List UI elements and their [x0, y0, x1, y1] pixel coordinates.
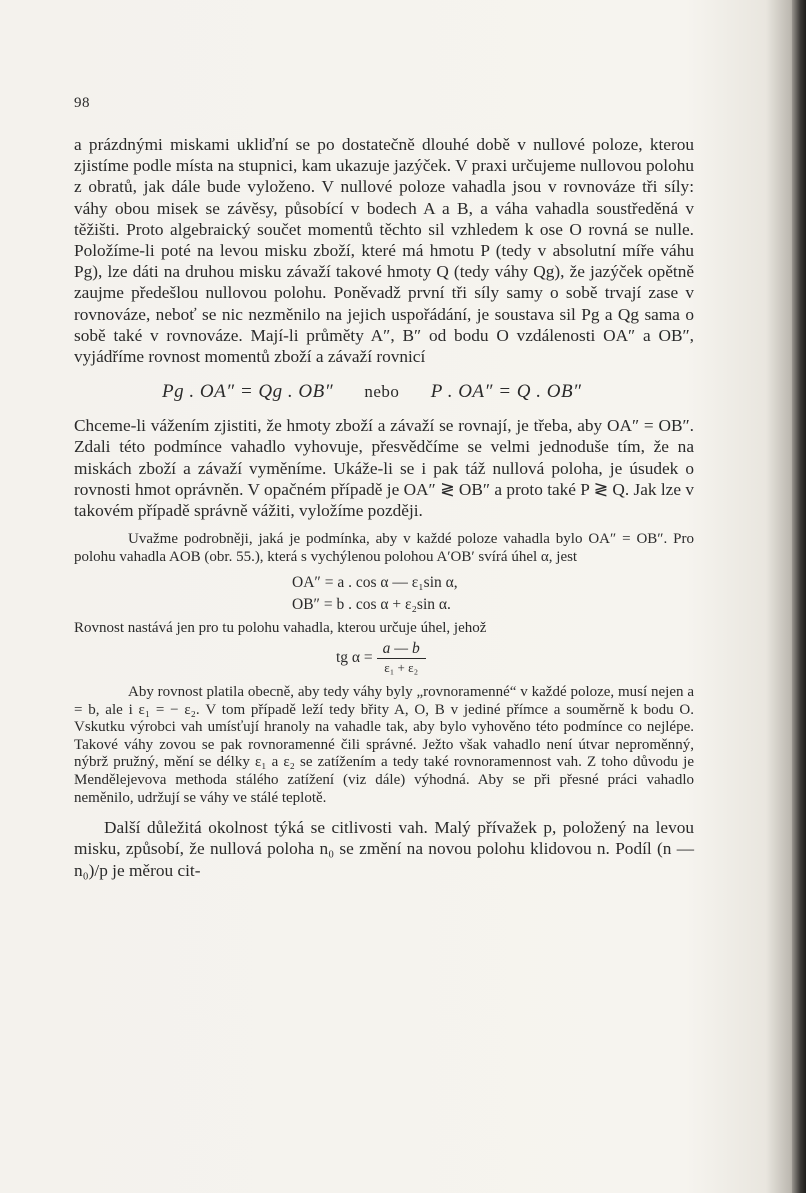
equation-conjunction: nebo	[364, 382, 400, 402]
moment-equation	[162, 381, 694, 403]
projection-equations	[292, 572, 694, 616]
tangent-equation	[336, 640, 694, 676]
equation-moment-weights: Pg . OA″ = Qg . OB″	[162, 381, 334, 403]
paragraph-5: Aby rovnost platila obecně, aby tedy váhy byly „rovnoramenné“ v každé poloze, musí nejen a = b, ale i ε₁ = − ε₂. V tom případě leží tedy břity A, O, B v jediné přímce a souměrně k bodu O. Vskutku výrobci vah umísťují hranoly na vahadle tak, aby bylo vyhověno této podmínce co nejlépe. Takové váhy zovou se pak rovnoramenné čili správné. Ježto však vahadlo není útvar neproměnný, nýbrž pružný, mění se délky ε₁ a ε₂ se zatížením a tedy také rovnoramennost vah. Z toho důvodu je Mendělejevova methoda stálého zatížení (viz dále) výhodná. Aby se při přesné práci vahadlo neměnilo, udržují se váhy ve stálé teplotě.	[74, 684, 694, 806]
fraction-denominator: ε₁ + ε₂	[384, 660, 419, 676]
paragraph-1: a prázdnými miskami ukliďní se po dostatečně dlouhé době v nullové poloze, kterou zjistíme podle místa na stupnici, kam ukazuje jazýček. V praxi určujeme nullovou polohu z obratů, jak dále bude vyloženo. V nullové poloze vahadla jsou v rovnováze tři síly: váhy obou misek se závěsy, působící v bodech A a B, a váha vahadla soustředěná v těžišti. Proto algebraický součet momentů těchto sil vzhledem k ose O rovná se nulle. Položíme-li poté na levou misku zboží, které má hmotu P (tedy v absolutní míře váhu Pg), lze dáti na druhou misku závaží takové hmoty Q (tedy váhy Qg), že jazýček opětně zaujme předešlou nullovou polohu. Poněvadž první tři síly samy o sobě trvají zase v rovnováze, neboť se nic nezměnilo na jejich uspořádání, je soustava sil Pg a Qg sama o sobě také v rovnováze. Mají-li průměty A″, B″ od bodu O vzdálenosti OA″ a OB″, vyjádříme rovnost momentů zboží a závaží rovnicí	[74, 135, 694, 367]
tangent-fraction	[377, 640, 426, 676]
paragraph-2: Chceme-li vážením zjistiti, že hmoty zboží a závaží se rovnají, je třeba, aby OA″ = OB″. Zdali této podmínce vahadlo vyhovuje, přesvědčíme se velmi jednoduše tím, že na miskách zboží a závaží vyměníme. Ukáže-li se i pak táž nullová poloha, je úsudek o rovnosti hmot oprávněn. V opačném případě je OA″ ≷ OB″ a proto také P ≷ Q. Jak lze v takovém případě správně vážiti, vyložíme později.	[74, 416, 694, 521]
equation-moment-masses: P . OA″ = Q . OB″	[430, 381, 582, 403]
paragraph-6: Další důležitá okolnost týká se citlivosti vah. Malý přívažek p, položený na levou misku, způsobí, že nullová poloha n₀ se změní na novou polohu klidovou n. Podíl (n — n₀)/p je měrou cit-	[74, 818, 694, 880]
equation-projection-b: OB″ = b . cos α + ε₂sin α.	[292, 596, 451, 614]
fraction-numerator: a — b	[377, 640, 426, 659]
page-binding-edge	[792, 0, 806, 1193]
paragraph-3: Uvažme podrobněji, jaká je podmínka, aby v každé poloze vahadla bylo OA″ = OB″. Pro polohu vahadla AOB (obr. 55.), která s vychýlenou polohou A′OB′ svírá úhel α, jest	[74, 531, 694, 565]
page-number: 98	[74, 95, 90, 111]
page-content	[74, 95, 694, 881]
equation-projection-a: OA″ = a . cos α — ε₁sin α,	[292, 574, 458, 592]
paragraph-4: Rovnost nastává jen pro tu polohu vahadla, kterou určuje úhel, jehož	[74, 620, 487, 637]
equation-tangent-lhs: tg α =	[336, 649, 373, 667]
